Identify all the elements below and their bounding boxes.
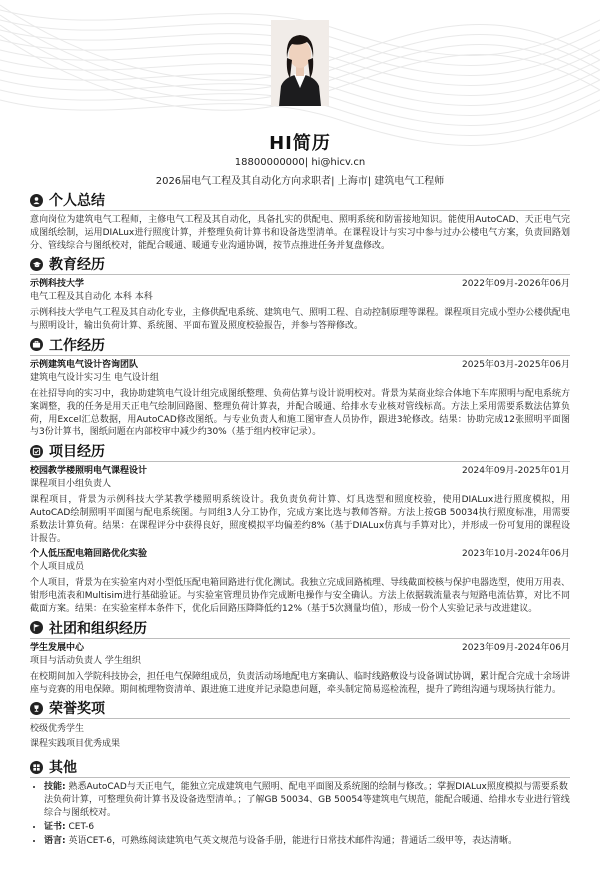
trophy-icon (30, 702, 43, 715)
grid-icon (30, 761, 43, 774)
project-role: 个人项目成员 (30, 562, 85, 573)
others-list (30, 781, 570, 847)
section-title: 教育经历 (49, 257, 105, 274)
section-title: 荣誉奖项 (49, 701, 105, 718)
project-date: 2024年09月-2025年01月 (462, 466, 570, 477)
work-role: 建筑电气设计实习生 电气设计组 (30, 372, 159, 383)
briefcase-icon (30, 338, 43, 351)
item-text: CET-6 (68, 821, 95, 832)
section-title: 项目经历 (49, 444, 105, 461)
list-item (44, 835, 570, 848)
item-label: 证书: (44, 821, 66, 832)
item-label: 语言: (44, 835, 66, 846)
school-name: 示例科技大学 (30, 279, 85, 290)
project-name: 校园教学楼照明电气课程设计 (30, 466, 148, 477)
project-text: 个人项目，背景为在实验室内对小型低压配电箱回路进行优化测试。我独立完成回路梳理、导线截面校核与保护电器选型，使用万用表、钳形电流表和Multisim进行基础验证。与实验室管理员协作完成断电操作与安全确认。方法上依据载流量表与短路电流估算，对比不同截面方案。结果：在实验室样本条件下，优化后回路压降降低约12%（基于5次测量均值），形成一份个人实验记录与改进建议。 (30, 578, 571, 614)
education-date: 2022年09月-2026年06月 (462, 279, 570, 290)
section-others-header (30, 757, 570, 778)
section-summary-header (30, 190, 570, 211)
person-icon (30, 194, 43, 207)
project-date: 2023年10月-2024年06月 (462, 549, 570, 560)
work-entry-header (30, 359, 570, 372)
company-name: 示例建筑电气设计咨询团队 (30, 359, 139, 370)
project-role: 课程项目小组负责人 (30, 479, 112, 490)
summary-text: 意向岗位为建筑电气工程师，主修电气工程及其自动化，具备扎实的供配电、照明系统和防雷接地知识。能使用AutoCAD、天正电气完成图纸绘制，运用DIALux进行照度计算，并整理负荷计算书和设备选型清单。在课程设计与实习中参与过办公楼电气方案，负责回路划分、管线综合与图纸校对，能配合暖通、暖通专业沟通协调，按节点推进任务并复盘修改。 (30, 215, 570, 251)
section-education-header (30, 254, 570, 275)
project-entry-header (30, 548, 570, 561)
graduation-cap-icon (30, 258, 43, 271)
education-text: 示例科技大学电气工程及其自动化专业，主修供配电系统、建筑电气、照明工程、自动控制原理等课程。课程项目完成小型办公楼供配电与照明设计，输出负荷计算、系统图、平面布置及照度校验报告，并参与答辩修改。 (30, 308, 571, 332)
section-title: 社团和组织经历 (49, 620, 147, 637)
resume-body (30, 188, 570, 848)
item-label: 技能: (44, 782, 66, 793)
section-projects-header (30, 441, 570, 462)
project-name: 个人低压配电箱回路优化实验 (30, 549, 148, 560)
work-date: 2025年03月-2025年06月 (462, 359, 570, 370)
profile-photo (271, 20, 329, 106)
candidate-name: HI简历 (269, 133, 331, 154)
section-campus-header (30, 618, 570, 639)
flag-icon (30, 621, 43, 634)
item-text: 熟悉AutoCAD与天正电气，能独立完成建筑电气照明、配电平面图及系统图的绘制与修改。；掌握DIALux照度模拟与需要系数法负荷计算，可整理负荷计算书及设备选型清单。；了解GB 50034、GB 50054等建筑电气规范，能配合暖通、给排水专业进行管线综合与图纸校对。 (44, 782, 570, 818)
award-item: 课程实践项目优秀成果 (30, 739, 121, 750)
job-intent: 2026届电气工程及其自动化方向求职者| 上海市| 建筑电气工程师 (155, 176, 445, 187)
list-item (44, 821, 570, 834)
campus-date: 2023年09月-2024年06月 (462, 642, 570, 653)
organization-name: 学生发展中心 (30, 642, 85, 653)
section-awards-header (30, 698, 570, 719)
list-item (44, 781, 570, 819)
project-entry-header (30, 465, 570, 478)
section-title: 其他 (49, 760, 77, 777)
section-title: 工作经历 (49, 337, 105, 354)
item-text: 英语CET-6，可熟练阅读建筑电气英文规范与设备手册，能进行日常技术邮件沟通；普通话二级甲等，表达清晰。 (68, 835, 518, 846)
work-text: 在社招导向的实习中，我协助建筑电气设计组完成图纸整理、负荷估算与设计说明校对。背景为某商业综合体地下车库照明与配电系统方案调整，我的任务是用天正电气绘制回路图、整理负荷计算表，并配合暖通、给排水专业核对管线标高。方法上采用需要系数法估算负荷，用Excel汇总数据，用AutoCAD修改图纸。与专业负责人和施工图审查人员协作，跟进3轮修改。结果：协助完成12张照明平面图与3份计算书，图纸问题在内部校审中减少约30%（基于组内校审记录）。 (30, 388, 571, 438)
campus-role: 项目与活动负责人 学生组织 (30, 655, 141, 666)
section-work-header (30, 335, 570, 356)
education-entry-header (30, 278, 570, 291)
section-title: 个人总结 (49, 193, 105, 209)
contact-info: 18800000000| hi@hicv.cn (234, 157, 366, 168)
project-text: 课程项目，背景为示例科技大学某教学楼照明系统设计。我负责负荷计算、灯具选型和照度校验，使用DIALux进行照度模拟，用AutoCAD绘制照明平面图与配电系统图。与同组3人分工协作，完成方案比选与教师答辩。方法上按GB 50034执行照度标准，用需要系数法计算负荷。结果：在课程评分中获得良好，照度模拟平均偏差约8%（基于DIALux仿真与手算对比），并形成一份可复用的课程设计报告。 (30, 495, 570, 544)
award-item: 校级优秀学生 (30, 724, 85, 735)
campus-text: 在校期间加入学院科技协会，担任电气保障组成员，负责活动场地配电方案确认、临时线路敷设与设备调试协调，累计配合完成十余场讲座与竞赛的用电保障。期间梳理物资清单、跟进施工进度并记录隐患问题，牵头制定简易巡检流程，提升了跨组沟通与现场执行能力。 (30, 671, 571, 695)
education-major: 电气工程及其自动化 本科 本科 (30, 292, 153, 303)
campus-entry-header (30, 642, 570, 655)
project-icon (30, 445, 43, 458)
